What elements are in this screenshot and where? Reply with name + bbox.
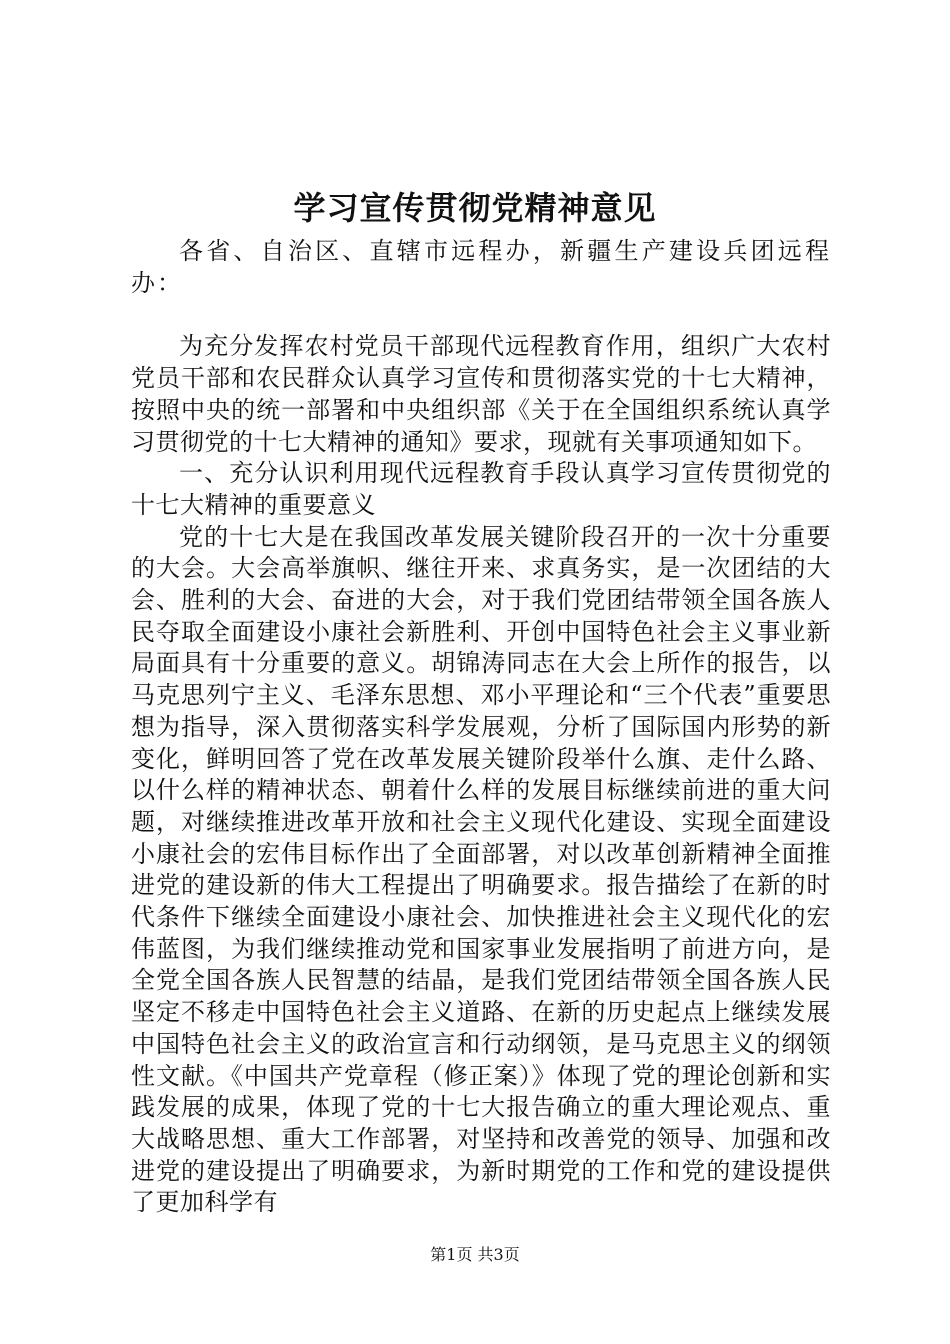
salutation: 各省、自治区、直辖市远程办，新疆生产建设兵团远程办： (131, 237, 831, 297)
page-footer: 第1页 共3页 (430, 1245, 520, 1264)
section-heading-1: 一、充分认识利用现代远程教育手段认真学习宣传贯彻党的十七大精神的重要意义 (131, 459, 831, 519)
document-title: 学习宣传贯彻党精神意见 (293, 189, 657, 227)
paragraph-significance: 党的十七大是在我国改革发展关键阶段召开的一次十分重要的大会。大会高举旗帜、继往开来、求真务实，是一次团结的大会、胜利的大会、奋进的大会，对于我们党团结带领全国各族人民夺取全面建设小康社会新胜利、开创中国特色社会主义事业新局面具有十分重要的意义。胡锦涛同志在大会上所作的报告，以马克思列宁主义、毛泽东思想、邓小平理论和“三个代表”重要思想为指导，深入贯彻落实科学发展观，分析了国际国内形势的新变化，鲜明回答了党在改革发展关键阶段举什么旗、走什么路、以什么样的精神状态、朝着什么样的发展目标继续前进的重大问题，对继续推进改革开放和社会主义现代化建设、实现全面建设小康社会的宏伟目标作出了全面部署，对以改革创新精神全面推进党的建设新的伟大工程提出了明确要求。报告描绘了在新的时代条件下继续全面建设小康社会、加快推进社会主义现代化的宏伟蓝图，为我们继续推动党和国家事业发展指明了前进方向，是全党全国各族人民智慧的结晶，是我们党团结带领全国各族人民坚定不移走中国特色社会主义道路、在新的历史起点上继续发展中国特色社会主义的政治宣言和行动纲领，是马克思主义的纲领性文献。《中国共产党章程（修正案）》体现了党的理论创新和实践发展的成果，体现了党的十七大报告确立的重大理论观点、重大战略思想、重大工作部署，对坚持和改善党的领导、加强和改进党的建设提出了明确要求，为新时期党的工作和党的建设提供了更加科学有 (131, 522, 831, 1217)
document-body (131, 236, 831, 1219)
paragraph-intro: 为充分发挥农村党员干部现代远程教育作用，组织广大农村党员干部和农民群众认真学习宣传和贯彻落实党的十七大精神，按照中央的统一部署和中央组织部《关于在全国组织系统认真学习贯彻党的十七大精神的通知》要求，现就有关事项通知如下。 (131, 332, 831, 456)
